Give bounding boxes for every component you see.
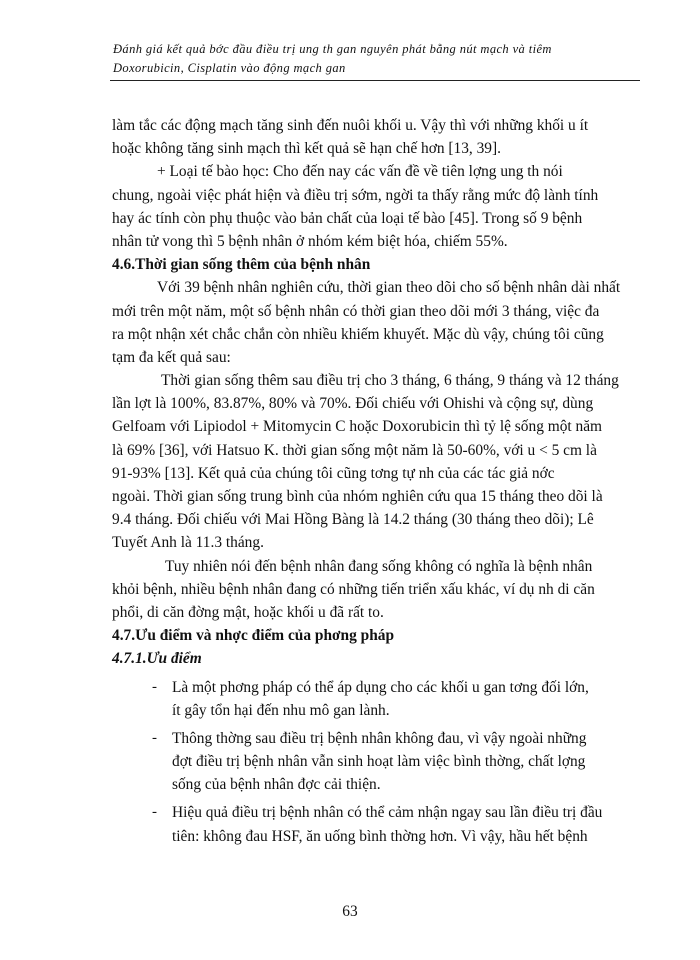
- subsection-heading: 4.7.1.Ưu điểm: [112, 650, 202, 668]
- text-line: ra một nhận xét chắc chắn còn nhiều khiếm khuyết. Mặc dù vậy, chúng tôi cũng: [112, 325, 604, 343]
- text-line: làm tắc các động mạch tăng sinh đến nuôi khối u. Vậy thì với những khối u ít: [112, 117, 589, 134]
- text-line: sống của bệnh nhân đợc cải thiện.: [172, 776, 381, 794]
- dash-bullet: -: [152, 678, 157, 695]
- text-line: là 69% [36], với Hatsuo K. thời gian sống một năm là 50-60%, với u < 5 cm là: [112, 441, 597, 459]
- text-line: Với 39 bệnh nhân nghiên cứu, thời gian theo dõi cho số bệnh nhân dài nhất: [157, 279, 621, 297]
- text-line: chung, ngoài việc phát hiện và điều trị sớm, ngời ta thấy rằng mức độ lành tính: [112, 186, 599, 204]
- text-line: hoặc không tăng sinh mạch thì kết quả sẽ hạn chế hơn [13, 39].: [112, 140, 501, 158]
- dash-bullet: -: [152, 729, 157, 746]
- paragraph: [112, 276, 642, 369]
- text-line: + Loại tế bào học: Cho đến nay các vấn đề về tiên lợng ung th nói: [157, 163, 563, 181]
- paragraph: [112, 114, 642, 160]
- header-rule: [110, 80, 640, 81]
- paragraph: [112, 555, 642, 625]
- list-item: [112, 676, 642, 722]
- list-item: [112, 801, 642, 847]
- text-line: phổi, di căn đờng mật, hoặc khối u đã rất to.: [112, 603, 384, 621]
- text-line: mới trên một năm, một số bệnh nhân có thời gian theo dõi mới 3 tháng, việc đa: [112, 302, 600, 320]
- text-line: nhân tử vong thì 5 bệnh nhân ở nhóm kém biệt hóa, chiếm 55%.: [112, 232, 508, 250]
- text-line: ít gây tổn hại đến nhu mô gan lành.: [172, 701, 390, 719]
- bullet-list: [112, 676, 642, 848]
- paragraph: [112, 369, 642, 555]
- section-heading: 4.6.Thời gian sống thêm của bệnh nhân: [112, 256, 371, 274]
- text-line: ngoài. Thời gian sống trung bình của nhóm nghiên cứu qua 15 tháng theo dõi là: [112, 488, 603, 505]
- section-heading: 4.7.Ưu điểm và nhợc điểm của phơng pháp: [112, 627, 395, 645]
- text-line: 9.4 tháng. Đối chiếu với Mai Hồng Bàng là 14.2 tháng (30 tháng theo dõi); Lê: [112, 511, 594, 529]
- text-line: Hiệu quả điều trị bệnh nhân có thể cảm nhận ngay sau lần điều trị đầu: [172, 804, 603, 822]
- list-item: [112, 727, 642, 797]
- running-header-line-1: Đánh giá kết quả bớc đầu điều trị ung th gan nguyên phát bằng nút mạch và tiêm: [113, 42, 552, 56]
- text-line: Thông thờng sau điều trị bệnh nhân không đau, vì vậy ngoài những: [172, 729, 587, 747]
- paragraph: [112, 160, 642, 253]
- text-line: tiên: không đau HSF, ăn uống bình thờng hơn. Vì vậy, hầu hết bệnh: [172, 827, 588, 845]
- running-header: [113, 40, 643, 78]
- text-line: khỏi bệnh, nhiều bệnh nhân đang có những tiến triển xấu khác, ví dụ nh di căn: [112, 580, 595, 598]
- text-line: tạm đa kết quả sau:: [112, 348, 231, 366]
- page-number: 63: [342, 903, 358, 920]
- text-line: Là một phơng pháp có thể áp dụng cho các khối u gan tơng đối lớn,: [172, 678, 589, 696]
- text-line: đợt điều trị bệnh nhân vẫn sinh hoạt làm việc bình thờng, chất lợng: [172, 753, 586, 771]
- text-line: hay ác tính còn phụ thuộc vào bản chất của loại tế bào [45]. Trong số 9 bệnh: [112, 209, 583, 227]
- running-header-line-2: Doxorubicin, Cisplatin vào động mạch gan: [113, 61, 346, 75]
- text-line: 91-93% [13]. Kết quả của chúng tôi cũng tơng tự nh của các tác giả nớc: [112, 464, 555, 482]
- text-line: lần lợt là 100%, 83.87%, 80% và 70%. Đối chiếu với Ohishi và cộng sự, dùng: [112, 395, 594, 413]
- text-line: Tuy nhiên nói đến bệnh nhân đang sống không có nghĩa là bệnh nhân: [165, 557, 593, 575]
- text-line: Thời gian sống thêm sau điều trị cho 3 tháng, 6 tháng, 9 tháng và 12 tháng: [161, 372, 619, 390]
- body-text: [112, 114, 642, 848]
- text-line: Tuyết Anh là 11.3 tháng.: [112, 534, 264, 552]
- text-line: Gelfoam với Lipiodol + Mitomycin C hoặc Doxorubicin thì tỷ lệ sống một năm: [112, 418, 603, 436]
- dash-bullet: -: [152, 804, 157, 821]
